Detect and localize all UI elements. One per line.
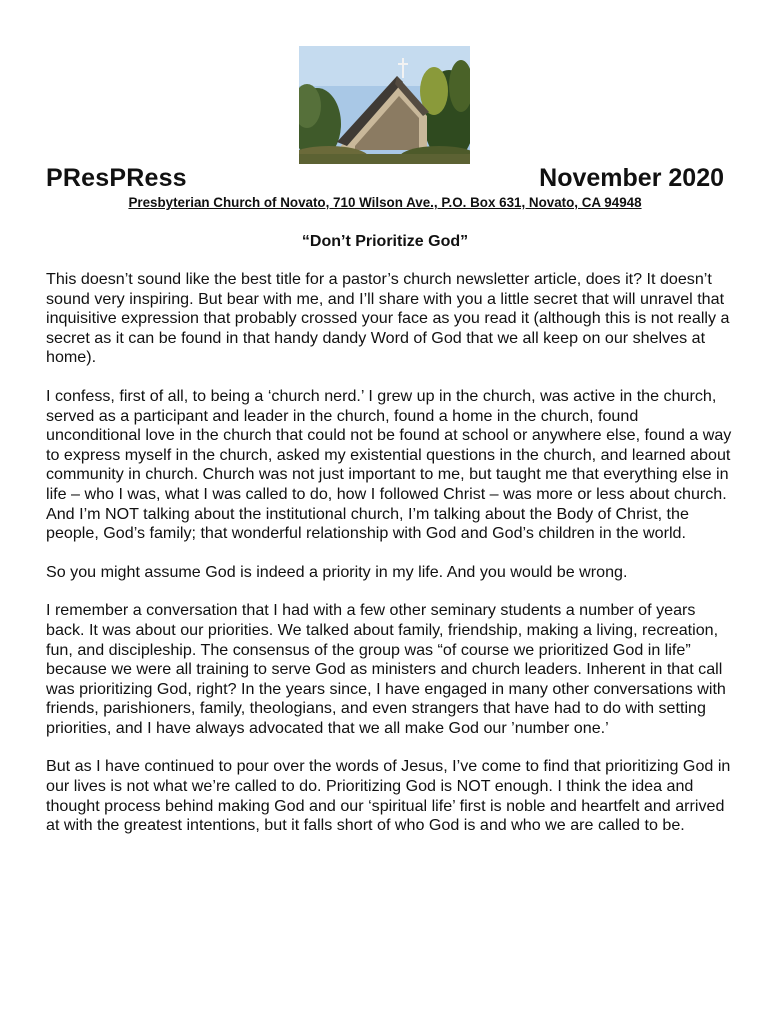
issue-date: November 2020 <box>539 164 724 192</box>
church-photo <box>299 46 470 164</box>
article-paragraph: But as I have continued to pour over the words of Jesus, I’ve come to find that prioritizing God in our lives is not what we’re called to do. Prioritizing God is NOT enough. I think the idea and thought process behind making God and our ‘spiritual life’ first is noble and heartfelt and arrived at with the greatest intentions, but it falls short of who God is and who we are called to be. <box>46 757 731 835</box>
article-paragraph: This doesn’t sound like the best title for a pastor’s church newsletter article, does it? It doesn’t sound very inspiring. But bear with me, and I’ll share with you a little secret that will unravel that inquisitive expression that probably crossed your face as you read it (although this is not really a secret as it can be found in that handy dandy Word of God that we all keep on our shelves at home). <box>46 270 730 367</box>
church-photo-illustration <box>299 46 470 164</box>
article-paragraph: I confess, first of all, to being a ‘church nerd.’ I grew up in the church, was active in the church, served as a participant and leader in the church, found a home in the church, found unconditional love in the church that could not be found at school or anywhere else, found a way to express myself in the church, asked my existential questions in the church, and learned about community in church. Church was not just important to me, but taught me that everything else in life – who I was, what I was called to do, how I followed Christ – was more or less about church. And I’m NOT talking about the institutional church, I’m talking about the Body of Christ, the people, God’s family; that wonderful relationship with God and God’s children in the world. <box>46 386 732 543</box>
article-body <box>46 270 734 855</box>
article-title: “Don’t Prioritize God” <box>301 233 469 250</box>
article-paragraph: I remember a conversation that I had with a few other seminary students a number of years back. It was about our priorities. We talked about family, friendship, making a living, recreation, fun, and discipleship. The consensus of the group was “of course we prioritized God in life” because we were all training to serve God as ministers and church leaders. Inherent in that call was prioritizing God, right? In the years since, I have engaged in many other conversations with friends, parishioners, family, theologians, and even strangers that have had to do with setting priorities, and I have always advocated that we all make God our ’number one.’ <box>46 601 726 737</box>
church-address: Presbyterian Church of Novato, 710 Wilson Ave., P.O. Box 631, Novato, CA 94948 <box>128 195 642 210</box>
newsletter-name: PResPRess <box>46 164 187 192</box>
article-paragraph: So you might assume God is indeed a priority in my life. And you would be wrong. <box>46 562 628 581</box>
masthead <box>46 164 724 196</box>
